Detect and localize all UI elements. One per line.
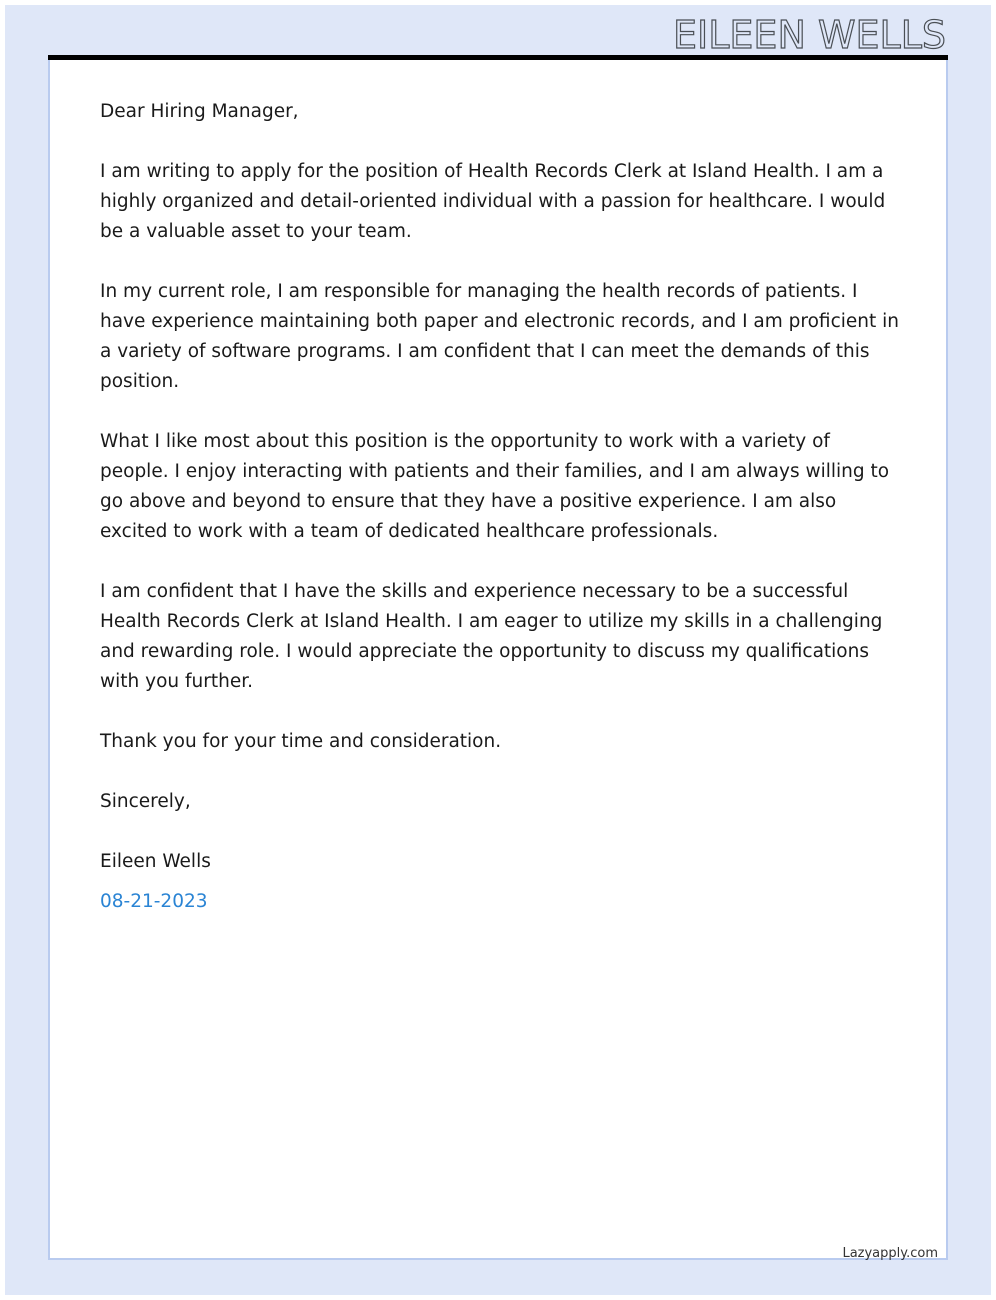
letter-date: 08-21-2023 (100, 891, 208, 912)
cover-letter-body (100, 97, 900, 947)
applicant-name-header: EILEEN WELLS (673, 13, 946, 57)
letter-paragraph: I am confident that I have the skills and experience necessary to be a successful Health Records Clerk at Island Health. I am eager to utilize my skills in a challenging and rewarding role. I would appreciate the opportunity to discuss my qualifications with you further. (100, 581, 883, 692)
letter-signature: Eileen Wells (100, 851, 211, 872)
letter-paragraph: Thank you for your time and consideration. (100, 731, 502, 752)
letter-closing: Sincerely, (100, 791, 191, 812)
letter-paragraph: I am writing to apply for the position of Health Records Clerk at Island Health. I am a highly organized and detail-oriented individual with a passion for healthcare. I would be a valuable asset to your team. (100, 161, 886, 242)
letter-paragraph: What I like most about this position is the opportunity to work with a variety of people. I enjoy interacting with patients and their families, and I am always willing to go above and beyond to ensure that they have a positive experience. I am also excited to work with a team of dedicated healthcare professionals. (100, 431, 890, 542)
letter-salutation: Dear Hiring Manager, (100, 101, 299, 122)
letter-paragraph: In my current role, I am responsible for managing the health records of patients. I have experience maintaining both paper and electronic records, and I am proficient in a variety of software programs. I am confident that I can meet the demands of this position. (100, 281, 900, 392)
footer-brand: Lazyapply.com (842, 1246, 938, 1261)
